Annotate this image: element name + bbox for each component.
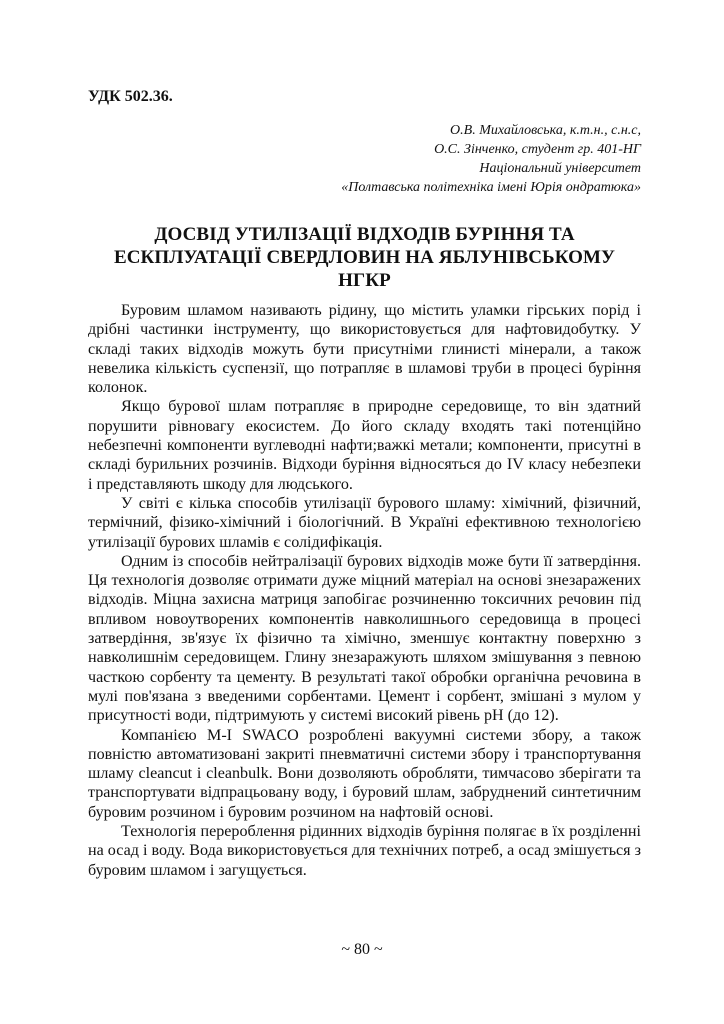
- title-line: ЕСКПЛУАТАЦІЇ СВЕРДЛОВИН НА ЯБЛУНІВСЬКОМУ: [113, 247, 616, 268]
- body-paragraph: Технологія перероблення рідинних відходів буріння полягає в їх розділенні на осад і воду. Вода використовується для технічних потреб, а осад змішується з буровим шламом і загущується.: [88, 823, 641, 879]
- author-line: О.В. Михайловська, к.т.н., с.н.с,: [450, 123, 641, 138]
- body-paragraph: Одним із способів нейтралізації бурових відходів може бути її затвердіння. Ця технологія дозволяє отримати дуже міцний матеріал на основі знезаражених відходів. Міцна захисна матриця запобігає розчиненню токсичних речовин під впливом новоутворених компонентів навколишнього середовища в процесі затвердіння, зв'язує їх фізично та хімічно, зменшує контактну поверхню з навколишнім середовищем. Глину знезаражують шляхом змішування з певною часткою сорбенту та цементу. В результаті такої обробки органічна речовина в мулі пов'язана з введеними сорбентами. Цемент і сорбент, змішані з мулом у присутності води, підтримують у системі високий рівень pH (до 12).: [88, 552, 641, 725]
- udk-code: УДК 502.36.: [88, 88, 173, 105]
- title-line: НГКР: [338, 270, 391, 291]
- title-line: ДОСВІД УТИЛІЗАЦІЇ ВІДХОДІВ БУРІННЯ ТА: [154, 224, 575, 245]
- body-paragraph: Компанією M-I SWACO розроблені вакуумні системи збору, а також повністю автоматизовані закриті пневматичні системи збору і транспортування шламу cleancut і cleanbulk. Вони дозволяють обробляти, тимчасово зберігати та транспортувати відпрацьовану воду, і буровий шлам, забруднений синтетичним буровим розчином і буровим розчином на нафтовій основі.: [88, 726, 641, 821]
- affiliation-line: «Полтавська політехніка імені Юрія ондратюка»: [341, 180, 641, 195]
- body-paragraph: Якщо бурової шлам потрапляє в природне середовище, то він здатний порушити рівновагу екосистем. До його складу входять такі потенційно небезпечні компоненти вуглеводні нафти;важкі метали; компоненти, присутні в складі бурильних розчинів. Відходи буріння відносяться до IV класу небезпеки і представляють шкоду для людського.: [88, 398, 641, 493]
- article-body: [88, 301, 641, 880]
- body-paragraph: Буровим шламом називають рідину, що містить уламки гірських порід і дрібні частинки інструменту, що використовується для нафтовидобутку. У складі таких відходів можуть бути присутніми глинисті мінерали, а також невелика кількість суспензії, що потрапляє в шламові труби в процесі буріння колонок.: [88, 302, 641, 397]
- author-line: О.С. Зінченко, студент гр. 401-НГ: [434, 142, 641, 157]
- body-paragraph: У світі є кілька способів утилізації бурового шламу: хімічний, фізичний, термічний, фізико-хімічний і біологічний. В Україні ефективною технологією утилізації бурових шламів є солідифікація.: [88, 494, 641, 551]
- article-title: [88, 223, 641, 292]
- author-block: [221, 121, 641, 197]
- affiliation-line: Національний університет: [479, 161, 641, 176]
- page-number: ~ 80 ~: [341, 941, 383, 958]
